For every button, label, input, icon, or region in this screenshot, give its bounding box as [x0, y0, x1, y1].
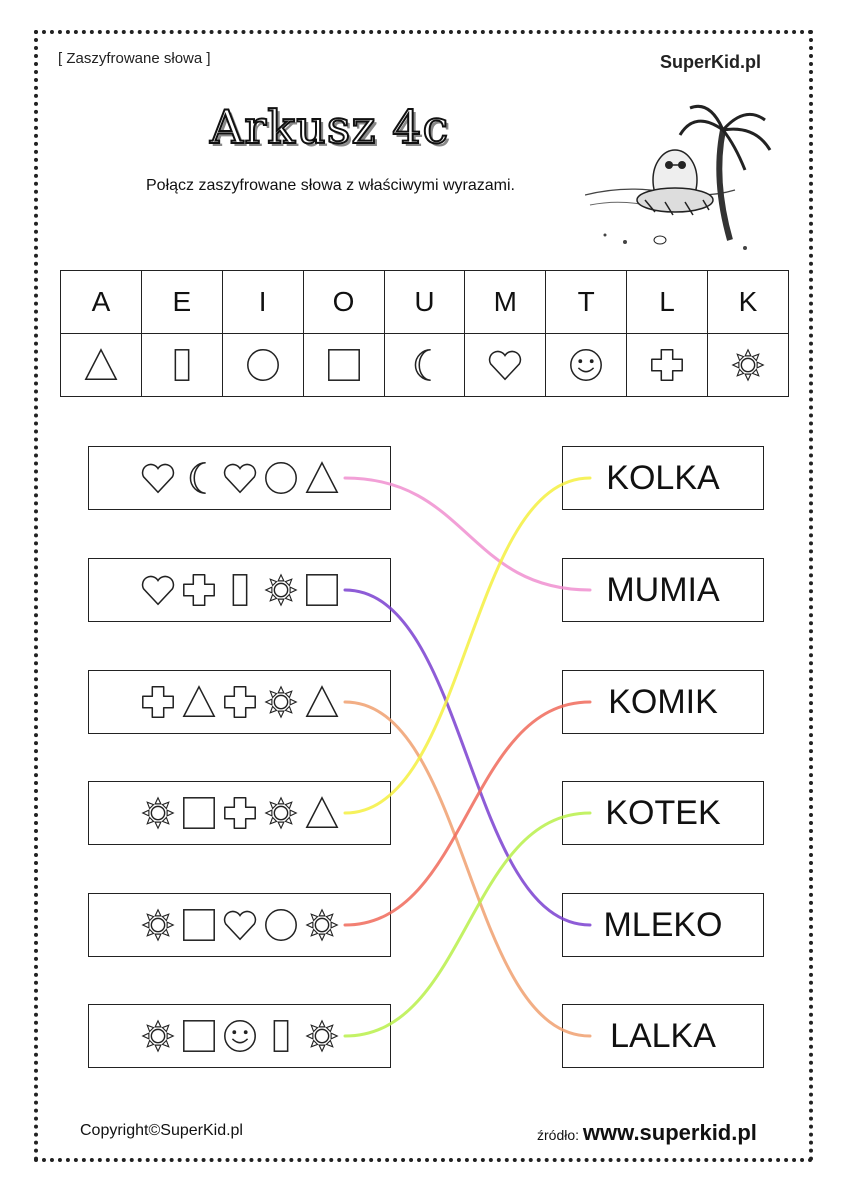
- cross-icon: [221, 794, 259, 832]
- key-letter: E: [141, 271, 222, 334]
- brand-label: SuperKid.pl: [660, 52, 762, 72]
- coded-word-box[interactable]: [88, 1004, 391, 1068]
- cross-icon: [221, 683, 259, 721]
- triangle-icon: [180, 683, 218, 721]
- key-symbol: [222, 334, 303, 397]
- key-symbol: [61, 334, 142, 397]
- square-icon: [180, 1017, 218, 1055]
- smiley-icon: [221, 1017, 259, 1055]
- coded-word-box[interactable]: [88, 781, 391, 845]
- square-icon: [325, 346, 363, 384]
- moon-icon: [180, 459, 218, 497]
- coded-word-box[interactable]: [88, 670, 391, 734]
- cross-icon: [139, 683, 177, 721]
- triangle-icon: [303, 683, 341, 721]
- cross-icon: [180, 571, 218, 609]
- beach-mole-illustration: [585, 100, 775, 260]
- answer-word-box[interactable]: KOLKA: [562, 446, 764, 510]
- triangle-icon: [82, 346, 120, 384]
- key-letter: A: [61, 271, 142, 334]
- sun-icon: [303, 1017, 341, 1055]
- copyright-text: Copyright©SuperKid.pl: [80, 1122, 243, 1139]
- rectangle-icon: [221, 571, 259, 609]
- answer-word-box[interactable]: LALKA: [562, 1004, 764, 1068]
- sun-icon: [729, 346, 767, 384]
- circle-icon: [262, 459, 300, 497]
- sun-icon: [303, 906, 341, 944]
- answer-word-box[interactable]: KOTEK: [562, 781, 764, 845]
- key-letter: U: [384, 271, 465, 334]
- sun-icon: [262, 571, 300, 609]
- triangle-icon: [303, 794, 341, 832]
- key-symbol: [384, 334, 465, 397]
- cipher-key-table: [60, 270, 789, 397]
- coded-word-box[interactable]: [88, 558, 391, 622]
- key-letter: M: [465, 271, 546, 334]
- instruction-text: Połącz zaszyfrowane słowa z właściwymi wyrazami.: [146, 177, 515, 194]
- sun-icon: [262, 794, 300, 832]
- sun-icon: [139, 906, 177, 944]
- circle-icon: [244, 346, 282, 384]
- moon-icon: [405, 346, 443, 384]
- key-letter: I: [222, 271, 303, 334]
- heart-icon: [139, 459, 177, 497]
- key-symbol: [627, 334, 708, 397]
- circle-icon: [262, 906, 300, 944]
- worksheet-category: [ Zaszyfrowane słowa ]: [58, 50, 211, 67]
- sun-icon: [262, 683, 300, 721]
- rectangle-icon: [262, 1017, 300, 1055]
- rectangle-icon: [163, 346, 201, 384]
- key-symbol: [303, 334, 384, 397]
- square-icon: [303, 571, 341, 609]
- key-letter: L: [627, 271, 708, 334]
- heart-icon: [221, 906, 259, 944]
- answer-word-box[interactable]: KOMIK: [562, 670, 764, 734]
- answer-word-box[interactable]: MLEKO: [562, 893, 764, 957]
- coded-word-box[interactable]: [88, 893, 391, 957]
- heart-icon: [486, 346, 524, 384]
- sun-icon: [139, 794, 177, 832]
- key-symbol: [465, 334, 546, 397]
- page-title: Arkusz 4c: [210, 100, 450, 154]
- key-letter: K: [708, 271, 789, 334]
- key-symbol: [546, 334, 627, 397]
- cross-icon: [648, 346, 686, 384]
- source-line: [537, 1120, 757, 1146]
- answer-word-box[interactable]: MUMIA: [562, 558, 764, 622]
- key-symbol: [141, 334, 222, 397]
- heart-icon: [221, 459, 259, 497]
- square-icon: [180, 794, 218, 832]
- key-symbol: [708, 334, 789, 397]
- triangle-icon: [303, 459, 341, 497]
- source-label: źródło:: [537, 1127, 580, 1143]
- smiley-icon: [567, 346, 605, 384]
- coded-word-box[interactable]: [88, 446, 391, 510]
- key-letter: O: [303, 271, 384, 334]
- source-url[interactable]: www.superkid.pl: [582, 1120, 757, 1145]
- heart-icon: [139, 571, 177, 609]
- square-icon: [180, 906, 218, 944]
- sun-icon: [139, 1017, 177, 1055]
- key-letter: T: [546, 271, 627, 334]
